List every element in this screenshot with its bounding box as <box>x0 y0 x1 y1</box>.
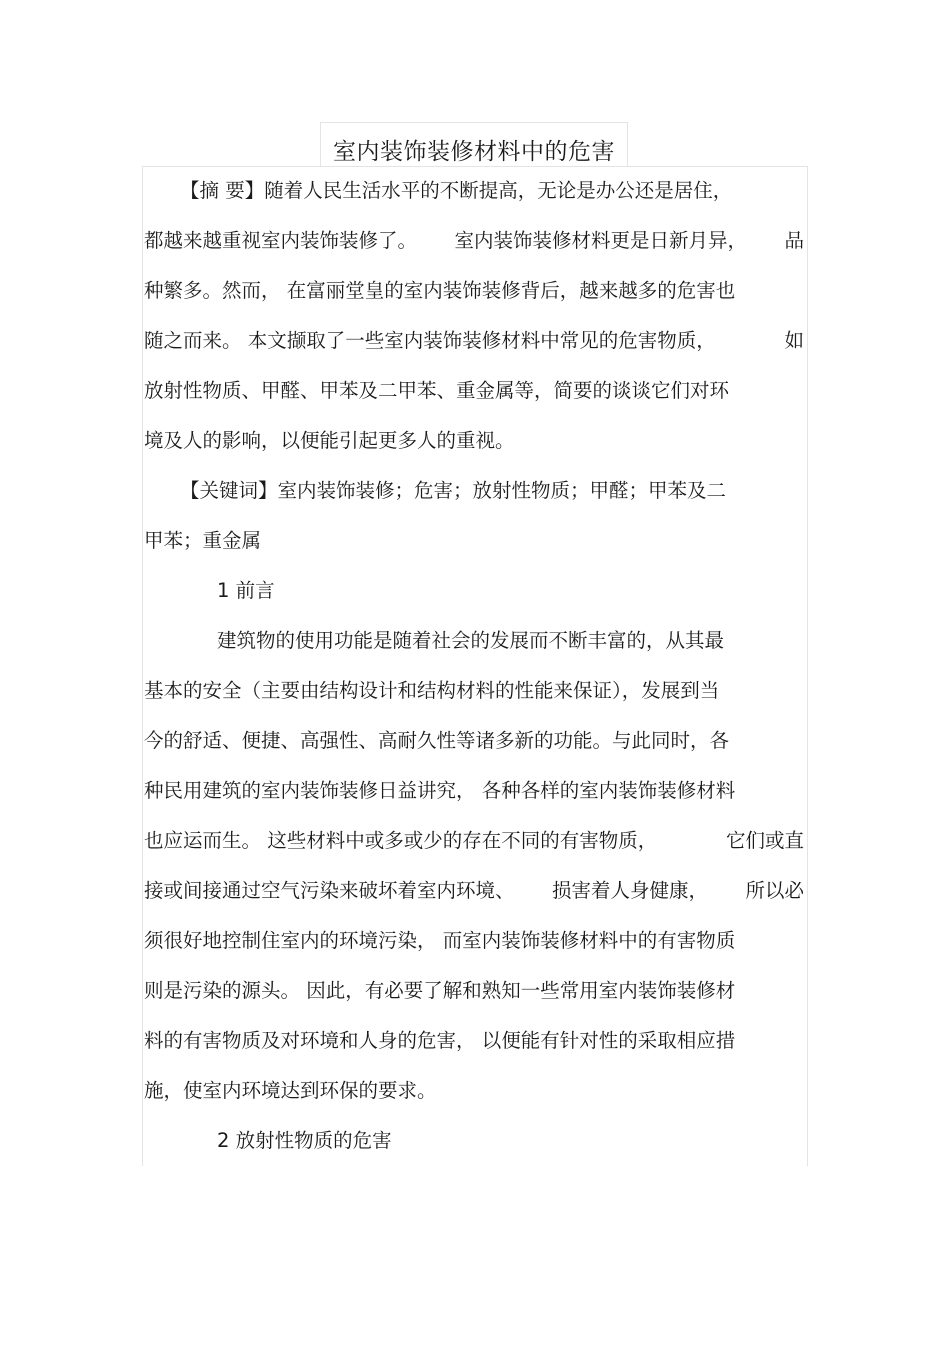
text-segment: 种民用建筑的室内装饰装修日益讲究， 各种各样的室内装饰装修材料 <box>144 779 736 802</box>
text-segment: 品 <box>784 229 804 252</box>
text-segment: 【摘 要】随着人民生活水平的不断提高，无论是办公还是居住， <box>180 179 733 202</box>
text-line <box>144 828 804 854</box>
text-line <box>144 428 804 454</box>
text-line <box>144 978 804 1004</box>
text-segment: 基本的安全（主要由结构设计和结构材料的性能来保证），发展到当 <box>144 679 720 702</box>
text-segment: 都越来越重视室内装饰装修了。 <box>144 229 418 252</box>
text-line <box>180 478 800 504</box>
text-segment: 1 前言 <box>217 579 275 602</box>
body-frame <box>142 166 808 1166</box>
text-segment: 所以必 <box>745 879 804 902</box>
text-segment: 它们或直 <box>725 829 804 852</box>
text-segment: 则是污染的源头。 因此，有必要了解和熟知一些常用室内装饰装修材 <box>144 979 736 1002</box>
text-line <box>217 578 797 604</box>
text-line <box>217 1128 797 1154</box>
text-segment: 种繁多。然而， 在富丽堂皇的室内装饰装修背后，越来越多的危害也 <box>144 279 736 302</box>
text-segment: 室内装饰装修材料更是日新月异， <box>454 229 747 252</box>
text-segment: 如 <box>784 329 804 352</box>
text-line <box>144 378 804 404</box>
text-line <box>144 278 804 304</box>
text-segment: 随之而来。 本文撷取了一些室内装饰装修材料中常见的危害物质， <box>144 329 716 352</box>
text-segment: 境及人的影响，以便能引起更多人的重视。 <box>144 429 515 452</box>
text-segment: 今的舒适、便捷、高强性、高耐久性等诸多新的功能。与此同时，各 <box>144 729 730 752</box>
text-line <box>144 228 804 254</box>
text-segment: 料的有害物质及对环境和人身的危害， 以便能有针对性的采取相应措 <box>144 1029 736 1052</box>
text-segment: 【关键词】室内装饰装修；危害；放射性物质；甲醛；甲苯及二 <box>180 479 727 502</box>
text-line <box>144 778 804 804</box>
document-title: 室内装饰装修材料中的危害 <box>333 139 615 165</box>
text-line <box>144 928 804 954</box>
title-frame <box>320 122 628 166</box>
text-segment: 放射性物质、甲醛、甲苯及二甲苯、重金属等，简要的谈谈它们对环 <box>144 379 730 402</box>
text-line <box>144 678 804 704</box>
text-line <box>144 328 804 354</box>
text-segment: 须很好地控制住室内的环境污染， 而室内装饰装修材料中的有害物质 <box>144 929 736 952</box>
text-segment: 甲苯；重金属 <box>144 529 262 552</box>
text-segment: 也应运而生。 这些材料中或多或少的存在不同的有害物质， <box>144 829 658 852</box>
text-segment: 建筑物的使用功能是随着社会的发展而不断丰富的，从其最 <box>217 629 725 652</box>
text-line <box>144 1028 804 1054</box>
text-line <box>144 728 804 754</box>
text-line <box>217 628 797 654</box>
text-line <box>180 178 800 204</box>
text-line <box>144 878 804 904</box>
text-line <box>144 1078 804 1104</box>
text-segment: 损害着人身健康， <box>551 879 708 902</box>
text-segment: 接或间接通过空气污染来破坏着室内环境、 <box>144 879 515 902</box>
text-segment: 施，使室内环境达到环保的要求。 <box>144 1079 437 1102</box>
text-line <box>144 528 804 554</box>
text-segment: 2 放射性物质的危害 <box>217 1129 392 1152</box>
